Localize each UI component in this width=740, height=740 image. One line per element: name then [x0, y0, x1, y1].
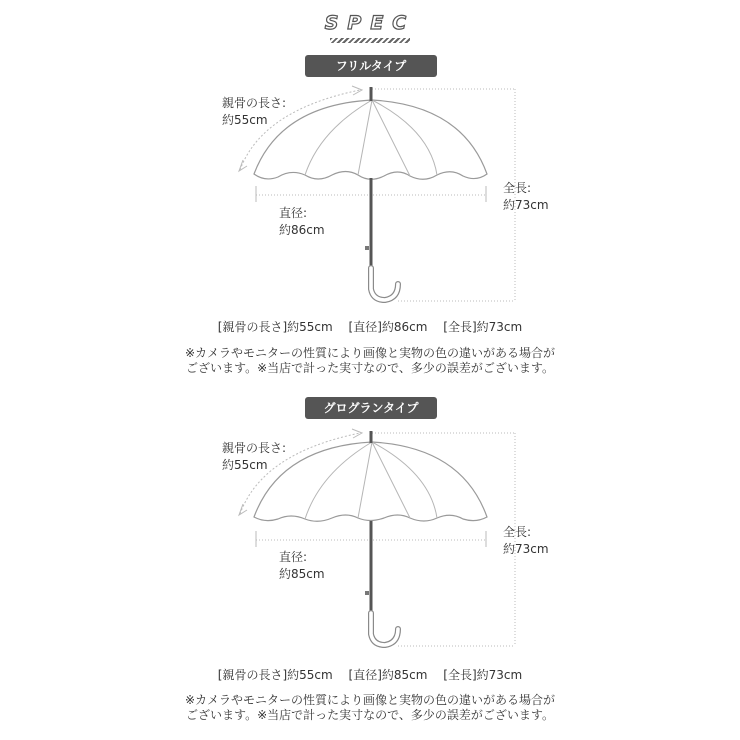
- umbrella-illustration: [0, 345, 740, 690]
- umbrella-canopy: [254, 442, 487, 521]
- total-length-label: 全長: 約73cm: [503, 525, 549, 556]
- diameter-label: 直径: 約86cm: [279, 206, 325, 237]
- umbrella-canopy: [254, 100, 487, 179]
- spec-rib: [親骨の長さ]約55cm: [217, 320, 333, 334]
- spec-rib: [親骨の長さ]約55cm: [217, 668, 333, 682]
- spec-diameter: [直径]約86cm: [348, 320, 428, 334]
- diameter-label: 直径: 約85cm: [279, 550, 325, 581]
- spec-length: [全長]約73cm: [443, 320, 523, 334]
- spec-length: [全長]約73cm: [443, 668, 523, 682]
- spec-summary: [0, 666, 740, 683]
- spec-summary: [0, 318, 740, 335]
- spec-diameter: [直径]約85cm: [348, 668, 428, 682]
- rib-length-label: 親骨の長さ: 約55cm: [222, 441, 287, 472]
- rib-length-label: 親骨の長さ: 約55cm: [222, 96, 287, 127]
- umbrella-illustration: [0, 0, 740, 345]
- disclaimer-note: ※カメラやモニターの性質により画像と実物の色の違いがある場合が ございます。※当店で計った実寸なので、多少の誤差がございます。: [184, 346, 556, 375]
- spec-section-frill: [0, 0, 740, 345]
- spec-section-grosgrain: [0, 345, 740, 690]
- total-length-label: 全長: 約73cm: [503, 181, 549, 212]
- type-badge: グログランタイプ: [305, 397, 437, 419]
- disclaimer-note: ※カメラやモニターの性質により画像と実物の色の違いがある場合が ございます。※当店で計った実寸なので、多少の誤差がございます。: [184, 693, 556, 722]
- type-badge: フリルタイプ: [305, 55, 437, 77]
- spec-title: SPEC: [324, 12, 416, 34]
